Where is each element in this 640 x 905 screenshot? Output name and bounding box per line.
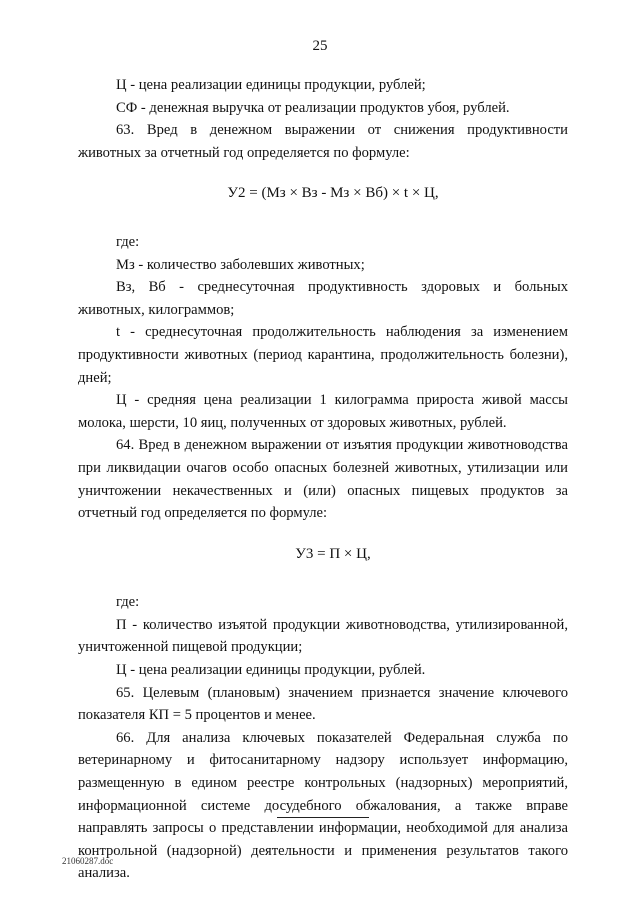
paragraph-64: 64. Вред в денежном выражении от изъятия продукции животноводства при ликвидации очагов особо опасных болезней животных, утилизации или уничтожении некачественных и (или) опасных пищевых продуктов за отчетный год определяется по формуле:: [78, 437, 568, 522]
definition-c-average: Ц - средняя цена реализации 1 килограмма прироста живой массы молока, шерсти, 10 яиц, полученных от здоровых животных, рублей.: [78, 392, 568, 431]
formula-u3: У3 = П × Ц,: [295, 545, 371, 562]
definition-mz: Мз - количество заболевших животных;: [116, 256, 365, 273]
paragraph-revenue-definition: СФ - денежная выручка от реализации продуктов убоя, рублей.: [116, 99, 510, 116]
where-label: где:: [116, 233, 140, 250]
paragraph-65: 65. Целевым (плановым) значением признается значение ключевого показателя КП = 5 процентов и менее.: [78, 684, 568, 724]
paragraph-price-definition: Ц - цена реализации единицы продукции, рублей;: [116, 77, 426, 93]
where-label-2: где:: [116, 594, 140, 611]
definition-p: П - количество изъятой продукции животноводства, утилизированной, уничтоженной пищевой продукции;: [78, 616, 568, 656]
footer-file-name: 21060287.doc: [62, 856, 114, 866]
footer-divider: [277, 817, 369, 818]
document-body: [78, 74, 568, 885]
paragraph-63: 63. Вред в денежном выражении от снижения продуктивности животных за отчетный год определяется по формуле:: [78, 122, 568, 161]
definition-t: t - среднесуточная продолжительность наблюдения за изменением продуктивности животных (период карантина, продолжительность болезни), дней;: [78, 324, 568, 386]
paragraph-66: 66. Для анализа ключевых показателей Федеральная служба по ветеринарному и фитосанитарному надзору использует информацию, размещенную в едином реестре контрольных (надзорных) мероприятий, информационной системе досудебного обжалования, а также вправе направлять запросы о представлении информации, необходимой для анализа контрольной (надзорной) деятельности и применения результатов такого анализа.: [78, 729, 568, 882]
page-number: 25: [312, 38, 328, 54]
definition-c-unit: Ц - цена реализации единицы продукции, рублей.: [116, 662, 426, 679]
formula-u2: У2 = (Мз × Вз - Мз × Вб) × t × Ц,: [227, 185, 439, 202]
definition-vz-vb: Вз, Вб - среднесуточная продуктивность здоровых и больных животных, килограммов;: [78, 279, 568, 318]
